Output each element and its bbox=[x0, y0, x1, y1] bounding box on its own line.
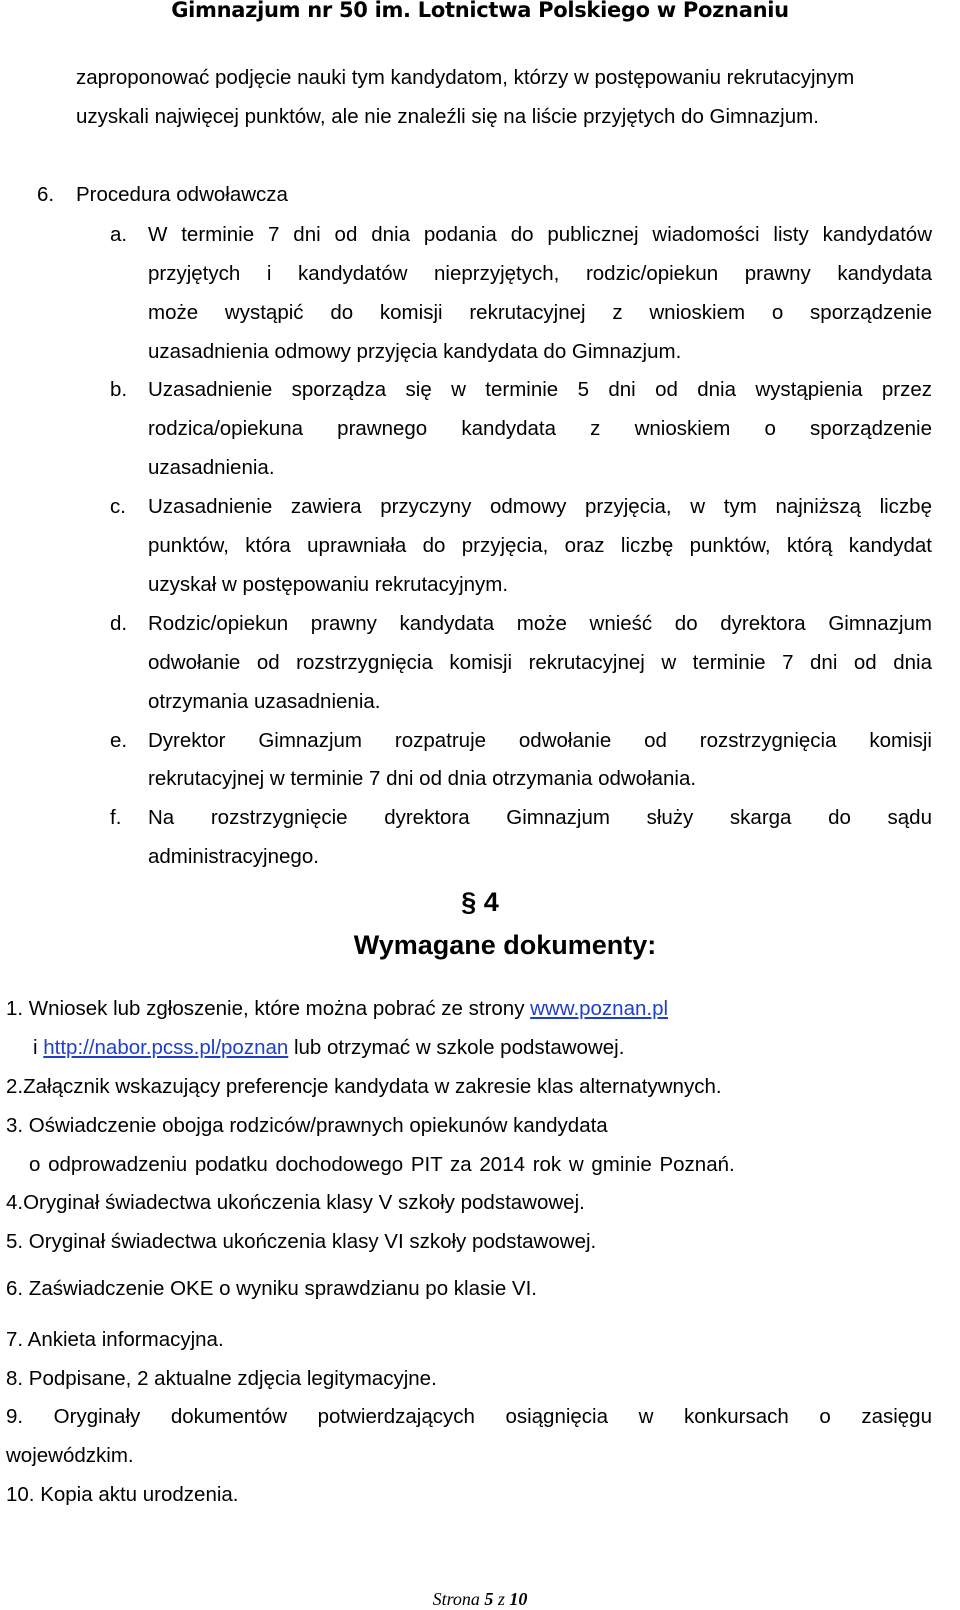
footer-label: Strona bbox=[432, 1589, 480, 1609]
footer-total-pages: 10 bbox=[509, 1589, 528, 1609]
item-f-marker: f. bbox=[110, 806, 122, 829]
document-item-6: 6. Zaświadczenie OKE o wyniku sprawdzianu po klasie VI. bbox=[6, 1277, 537, 1300]
page-header: Gimnazjum nr 50 im. Lotnictwa Polskiego w Poznaniu bbox=[171, 0, 789, 22]
procedure-number: 6. bbox=[37, 183, 55, 206]
document-item-9: 9. Oryginały dokumentów potwierdzających osiągnięcia w konkursach o zasięgu bbox=[6, 1405, 932, 1428]
item-c-line-3: uzyskał w postępowaniu rekrutacyjnym. bbox=[148, 573, 509, 596]
document-item-2: 2.Załącznik wskazujący preferencje kandydata w zakresie klas alternatywnych. bbox=[6, 1075, 722, 1098]
item-b-marker: b. bbox=[110, 378, 128, 401]
document-item-1 bbox=[6, 996, 668, 1022]
item-a-line-2: przyjętych i kandydatów nieprzyjętych, rodzic/opiekun prawny kandydata bbox=[148, 262, 932, 285]
item-d-marker: d. bbox=[110, 612, 128, 635]
item-f-line-2: administracyjnego. bbox=[148, 845, 319, 868]
item-d-line-1: Rodzic/opiekun prawny kandydata może wnieść do dyrektora Gimnazjum bbox=[148, 612, 932, 635]
item-a-marker: a. bbox=[110, 223, 128, 246]
procedure-title: Procedura odwoławcza bbox=[76, 183, 288, 206]
item-c-line-1: Uzasadnienie zawiera przyczyny odmowy przyjęcia, w tym najniższą liczbę bbox=[148, 495, 932, 518]
document-item-3: 3. Oświadczenie obojga rodziców/prawnych opiekunów kandydata bbox=[6, 1114, 608, 1137]
item-b-line-1: Uzasadnienie sporządza się w terminie 5 dni od dnia wystąpienia przez bbox=[148, 378, 932, 401]
footer-page-number: 5 bbox=[484, 1589, 494, 1609]
item-c-line-2: punktów, która uprawniała do przyjęcia, oraz liczbę punktów, którą kandydat bbox=[148, 534, 932, 557]
section-number: § 4 bbox=[461, 887, 499, 917]
page-footer bbox=[0, 1588, 960, 1610]
item-e-marker: e. bbox=[110, 729, 128, 752]
document-item-3-cont: o odprowadzeniu podatku dochodowego PIT za 2014 rok w gminie Poznań. bbox=[29, 1153, 735, 1176]
item-d-line-2: odwołanie od rozstrzygnięcia komisji rekrutacyjnej w terminie 7 dni od dnia bbox=[148, 651, 932, 674]
item-a-line-1: W terminie 7 dni od dnia podania do publicznej wiadomości listy kandydatów bbox=[148, 223, 932, 246]
document-item-1-text: 1. Wniosek lub zgłoszenie, które można pobrać ze strony bbox=[6, 997, 531, 1020]
document-item-5: 5. Oryginał świadectwa ukończenia klasy VI szkoły podstawowej. bbox=[6, 1230, 597, 1253]
item-f-line-1: Na rozstrzygnięcie dyrektora Gimnazjum służy skarga do sądu bbox=[148, 806, 932, 829]
poznan-link[interactable]: www.poznan.pl bbox=[530, 997, 669, 1020]
document-item-9-cont: wojewódzkim. bbox=[6, 1444, 134, 1467]
document-item-7: 7. Ankieta informacyjna. bbox=[6, 1328, 224, 1351]
item-c-marker: c. bbox=[110, 495, 126, 518]
item-a-line-3: może wystąpić do komisji rekrutacyjnej z wnioskiem o sporządzenie bbox=[148, 301, 932, 324]
intro-line-2: uzyskali najwięcej punktów, ale nie znaleźli się na liście przyjętych do Gimnazjum. bbox=[76, 105, 819, 128]
item-b-line-3: uzasadnienia. bbox=[148, 456, 275, 479]
item-e-line-1: Dyrektor Gimnazjum rozpatruje odwołanie od rozstrzygnięcia komisji bbox=[148, 729, 932, 752]
nabor-link[interactable]: http://nabor.pcss.pl/poznan bbox=[43, 1036, 289, 1059]
item-d-line-3: otrzymania uzasadnienia. bbox=[148, 690, 381, 713]
footer-of: z bbox=[497, 1589, 505, 1609]
document-item-10: 10. Kopia aktu urodzenia. bbox=[6, 1483, 239, 1506]
document-item-1-cont-suffix: lub otrzymać w szkole podstawowej. bbox=[288, 1036, 625, 1059]
document-item-1-cont bbox=[33, 1035, 624, 1061]
document-item-4: 4.Oryginał świadectwa ukończenia klasy V szkoły podstawowej. bbox=[6, 1191, 585, 1214]
section-title: Wymagane dokumenty: bbox=[353, 930, 657, 960]
document-item-8: 8. Podpisane, 2 aktualne zdjęcia legitymacyjne. bbox=[6, 1367, 437, 1390]
item-a-line-4: uzasadnienia odmowy przyjęcia kandydata do Gimnazjum. bbox=[148, 340, 682, 363]
intro-line-1: zaproponować podjęcie nauki tym kandydatom, którzy w postępowaniu rekrutacyjnym bbox=[76, 66, 855, 89]
document-item-1-cont-prefix: i bbox=[33, 1036, 44, 1059]
item-e-line-2: rekrutacyjnej w terminie 7 dni od dnia otrzymania odwołania. bbox=[148, 767, 697, 790]
item-b-line-2: rodzica/opiekuna prawnego kandydata z wnioskiem o sporządzenie bbox=[148, 417, 932, 440]
